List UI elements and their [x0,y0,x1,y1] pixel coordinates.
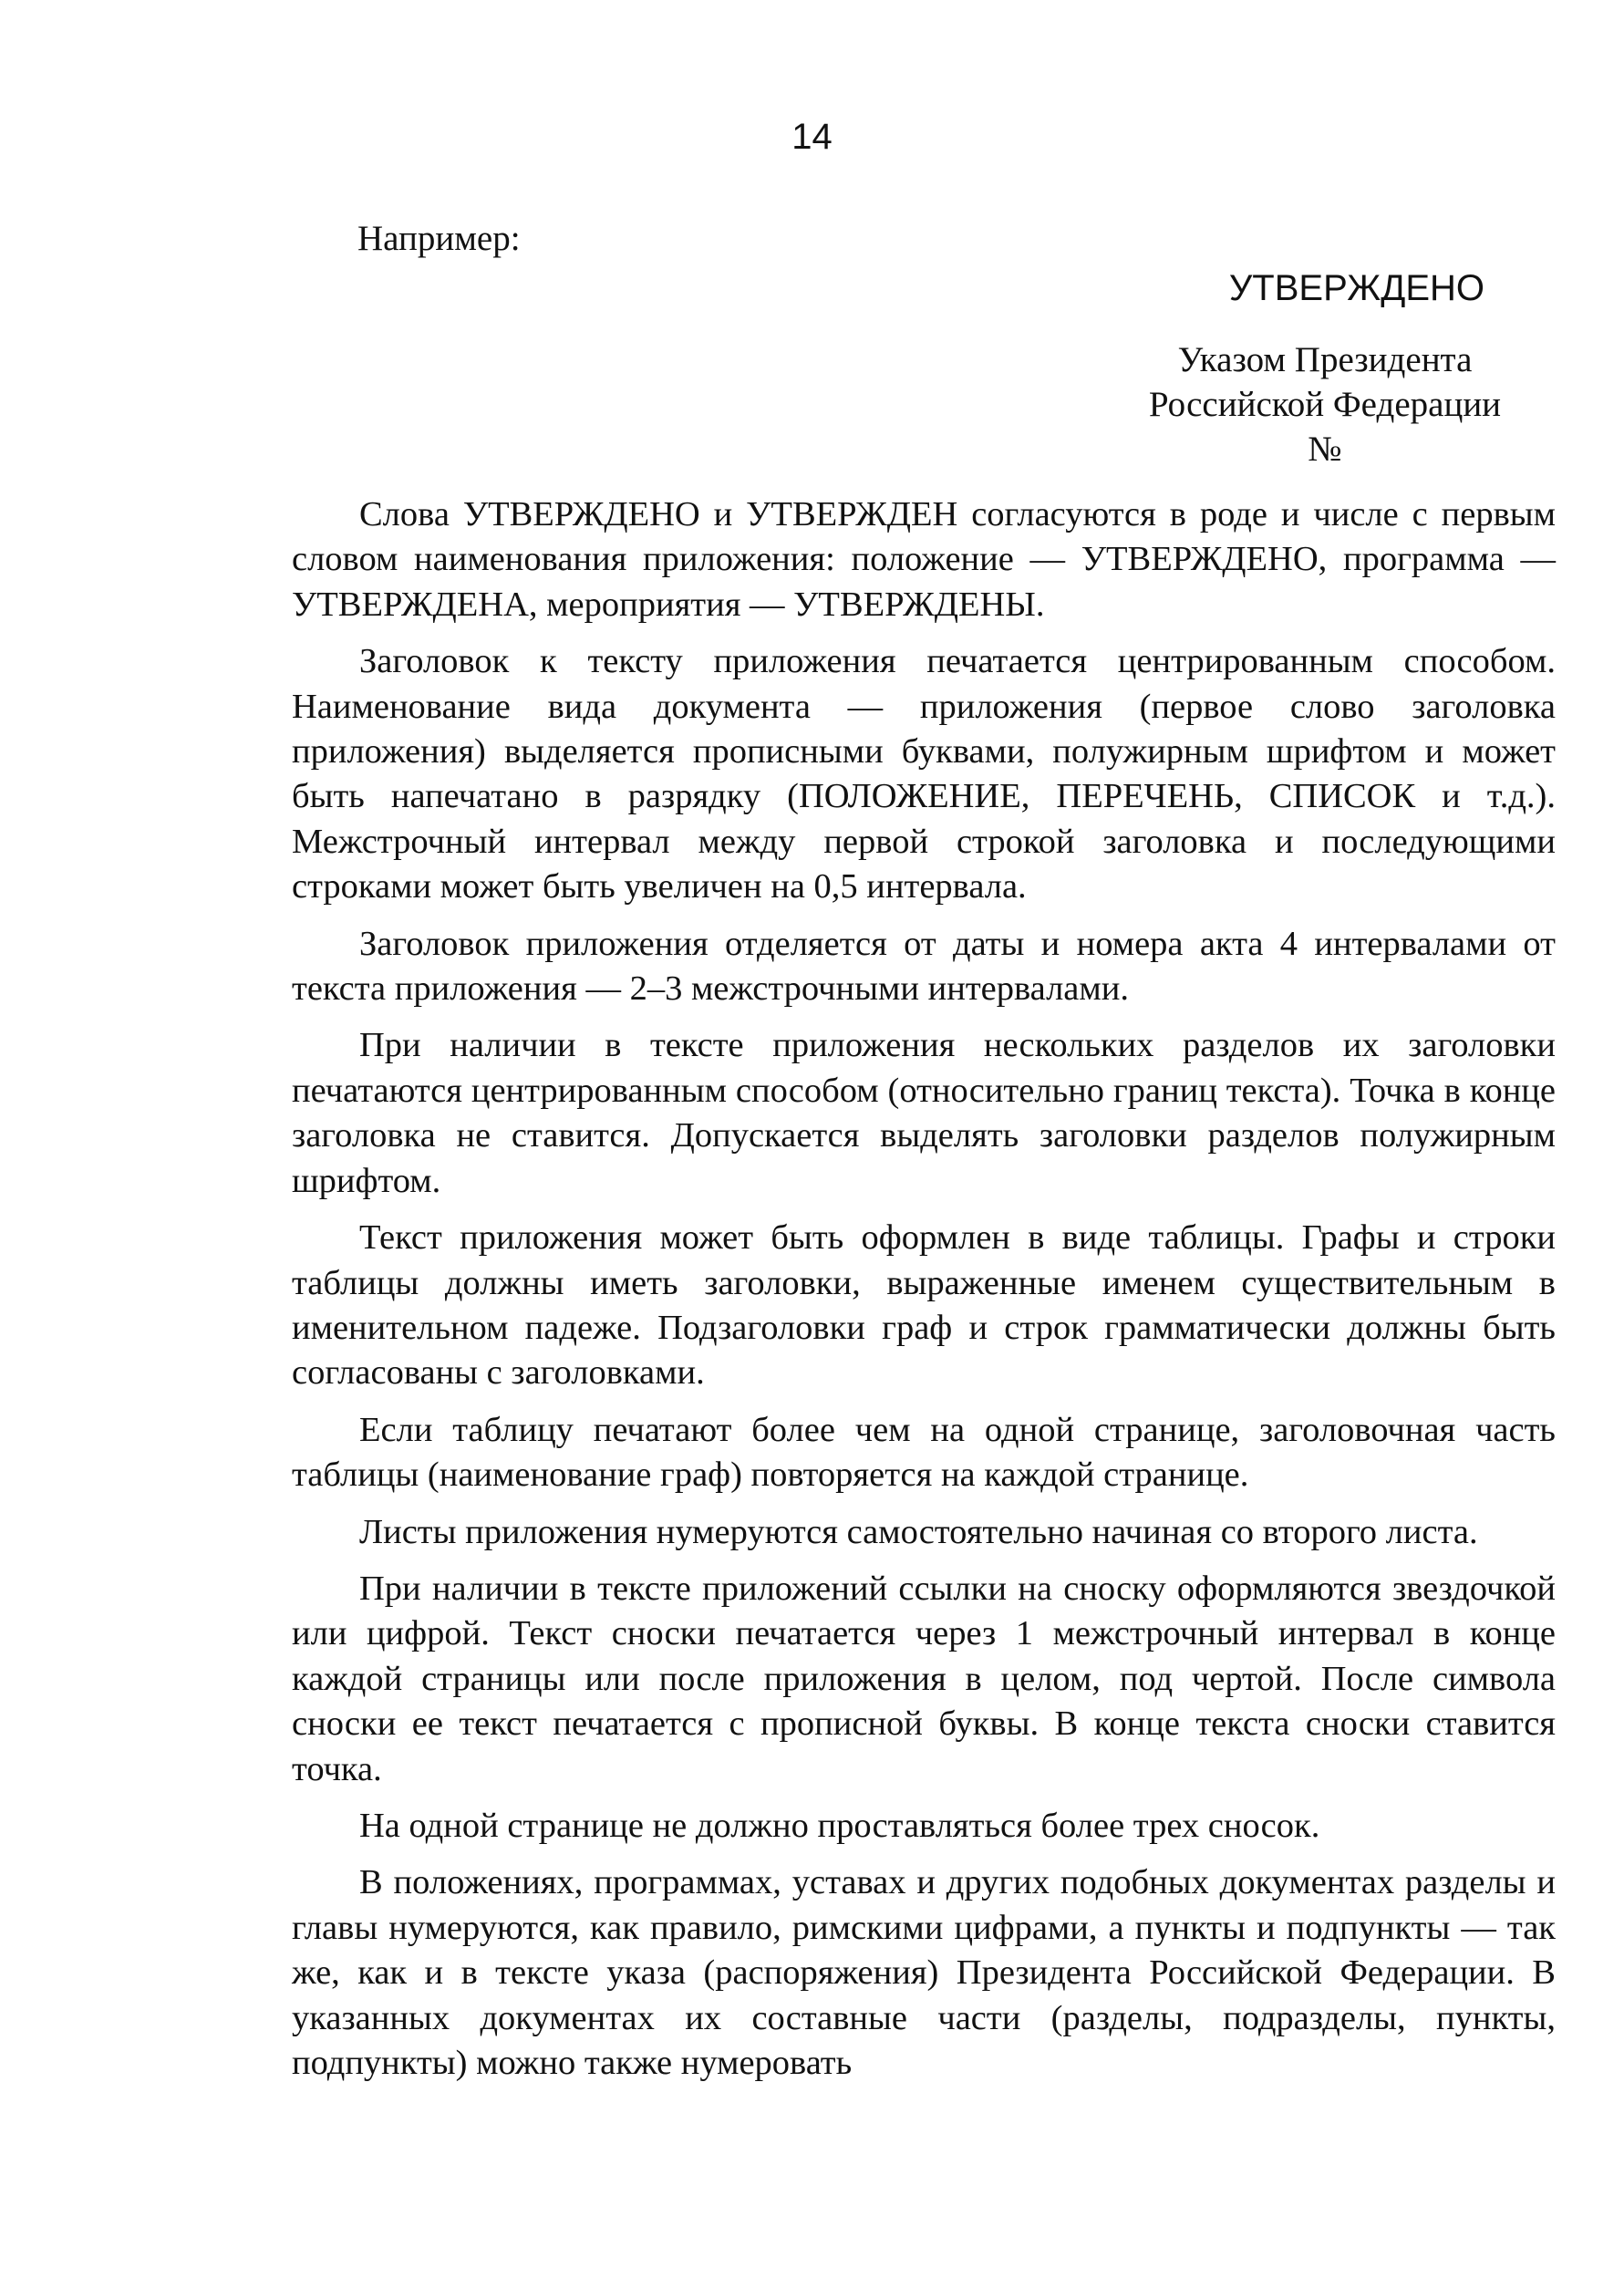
body-text [292,492,1556,2098]
paragraph: Заголовок приложения отделяется от даты и номера акта 4 интервалами от текста приложения — 2–3 межстрочными интервалами. [292,924,1556,1009]
paragraph: На одной странице не должно проставляться более трех сносок. [359,1806,1320,1845]
page-number: 14 [791,117,833,157]
approval-stamp-block [1111,264,1539,471]
paragraph: При наличии в тексте приложений ссылки на сноску оформляются звездочкой или цифрой. Текст сноски печатается через 1 межстрочный интервал в конце каждой страницы или после приложения в целом, под чертой. После символа сноски ее текст печатается с прописной буквы. В конце текста сноски ставится точка. [292,1569,1556,1788]
approval-line-federation: Российской Федерации [1148,385,1502,424]
approval-line-decree: Указом Президента [1177,340,1473,379]
paragraph: Если таблицу печатают более чем на одной странице, заголовочная часть таблицы (наименование граф) повторяется на каждой странице. [292,1410,1556,1495]
paragraph: Слова УТВЕРЖДЕНО и УТВЕРЖДЕН согласуются в роде и числе с первым словом наименования приложения: положение — УТВЕРЖДЕНО, программа — УТВЕРЖДЕНА, мероприятия — УТВЕРЖДЕНЫ. [292,495,1556,624]
example-label: Например: [357,219,521,258]
paragraph: Заголовок к тексту приложения печатается центрированным способом. Наименование вида документа — приложения (первое слово заголовка приложения) выделяется прописными буквами, полужирным шрифтом и может быть напечатано в разрядку (ПОЛОЖЕНИЕ, ПЕРЕЧЕНЬ, СПИСОК и т.д.). Межстрочный интервал между первой строкой заголовка и последующими строками может быть увеличен на 0,5 интервала. [292,642,1556,906]
paragraph: Текст приложения может быть оформлен в виде таблицы. Графы и строки таблицы должны иметь заголовки, выраженные именем существительным в именительном падеже. Подзаголовки граф и строк грамматически должны быть согласованы с заголовками. [292,1218,1556,1393]
approval-line-number: № [1308,430,1342,469]
paragraph: В положениях, программах, уставах и других подобных документах разделы и главы нумеруются, как правило, римскими цифрами, а пункты и подпункты — так же, как и в тексте указа (распоряжения) Президента Российской Федерации. В указанных документах их составные части (разделы, подразделы, пункты, подпункты) можно также нумеровать [292,1863,1556,2082]
paragraph: Листы приложения нумеруются самостоятельно начиная со второго листа. [359,1512,1478,1551]
paragraph: При наличии в тексте приложения нескольких разделов их заголовки печатаются центрированным способом (относительно границ текста). Точка в конце заголовка не ставится. Допускается выделять заголовки разделов полужирным шрифтом. [292,1026,1556,1200]
approval-title: УТВЕРЖДЕНО [1228,268,1484,308]
